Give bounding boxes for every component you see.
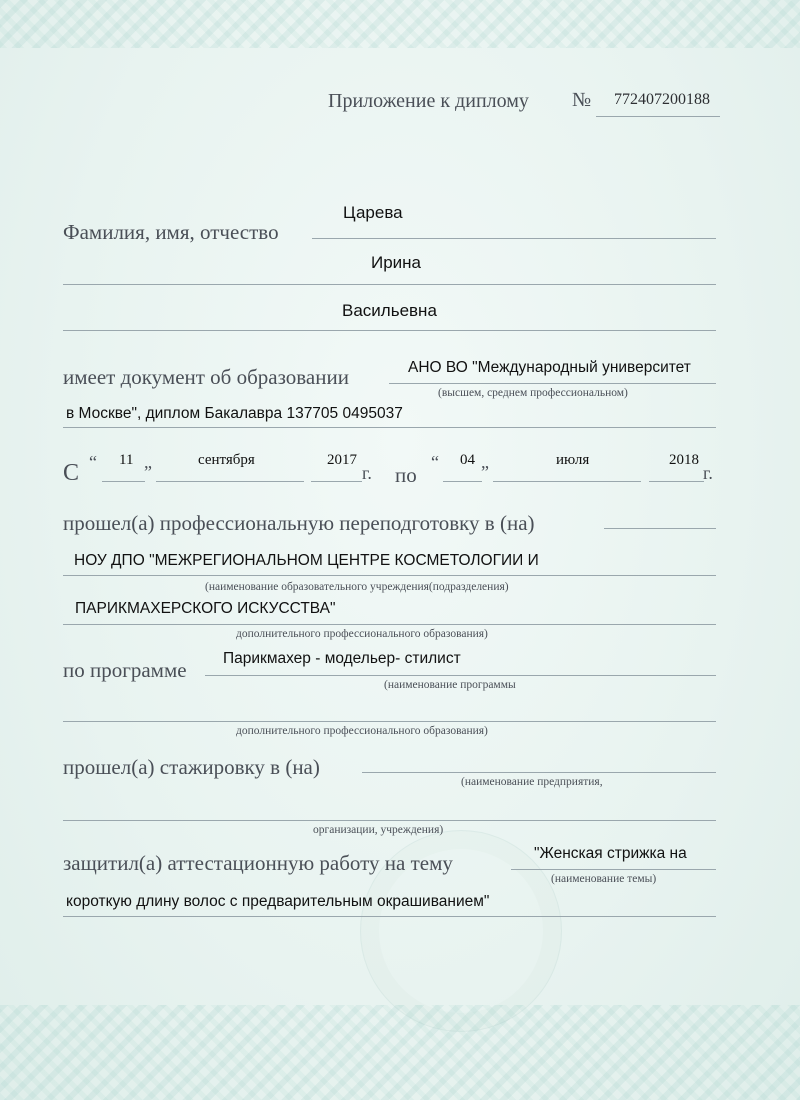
from-year-value: 2017	[327, 452, 357, 468]
period-from-label: С	[63, 460, 80, 486]
to-month-value: июля	[556, 452, 590, 468]
from-day-line	[102, 481, 145, 482]
thesis-line-1	[511, 869, 716, 870]
from-open-quote: “	[89, 452, 97, 472]
internship-line-2	[63, 820, 716, 821]
education-label: имеет документ об образовании	[63, 365, 349, 389]
to-year-suffix: г.	[703, 463, 713, 483]
education-value-1: АНО ВО "Международный университет	[408, 359, 691, 376]
internship-hint-2: организации, учреждения)	[313, 824, 444, 836]
appendix-title: Приложение к диплому	[328, 90, 529, 112]
retraining-line-1	[63, 575, 716, 576]
fio-line-2	[63, 284, 716, 285]
fio-line-1	[312, 238, 716, 239]
thesis-value-2: короткую длину волос с предварительным окрашиванием"	[66, 893, 490, 910]
fio-label: Фамилия, имя, отчество	[63, 220, 279, 244]
guilloche-border-top	[0, 0, 800, 48]
surname-value: Царева	[343, 203, 403, 222]
retraining-value-1: НОУ ДПО "МЕЖРЕГИОНАЛЬНОМ ЦЕНТРЕ КОСМЕТОЛОГИИ И	[74, 552, 539, 569]
retraining-label: прошел(а) профессиональную переподготовку в (на)	[63, 511, 535, 535]
from-month-line	[156, 481, 304, 482]
name-value: Ирина	[371, 253, 422, 272]
from-close-quote: „	[144, 452, 152, 472]
education-line-2	[63, 427, 716, 428]
retraining-line-2	[63, 624, 716, 625]
diploma-number: 772407200188	[614, 91, 710, 108]
guilloche-border-bottom	[0, 1005, 800, 1100]
retraining-hint-2: дополнительного профессионального образования)	[236, 628, 488, 640]
program-value: Парикмахер - модельер- стилист	[223, 650, 461, 667]
to-close-quote: „	[481, 452, 489, 472]
to-year-line	[649, 481, 704, 482]
internship-label: прошел(а) стажировку в (на)	[63, 755, 320, 779]
to-day-line	[443, 481, 482, 482]
program-label: по программе	[63, 658, 187, 682]
to-open-quote: “	[431, 452, 439, 472]
number-line	[596, 116, 720, 117]
patronymic-value: Васильевна	[342, 301, 437, 320]
education-hint: (высшем, среднем профессиональном)	[438, 387, 628, 399]
from-year-suffix: г.	[362, 463, 372, 483]
number-sign: №	[572, 89, 592, 111]
program-line-1	[205, 675, 716, 676]
retraining-hint-1: (наименование образовательного учреждения(подразделения)	[205, 581, 509, 593]
program-hint-1: (наименование программы	[384, 679, 516, 691]
thesis-label: защитил(а) аттестационную работу на тему	[63, 851, 453, 875]
from-month-value: сентября	[198, 452, 255, 468]
education-line-1	[389, 383, 716, 384]
thesis-hint: (наименование темы)	[551, 873, 657, 885]
program-hint-2: дополнительного профессионального образования)	[236, 725, 488, 737]
to-day-value: 04	[460, 452, 475, 468]
fio-line-3	[63, 330, 716, 331]
period-to-label: по	[395, 463, 417, 487]
education-value-2: в Москве", диплом Бакалавра 137705 0495037	[66, 405, 403, 422]
from-year-line	[311, 481, 362, 482]
internship-line-1	[362, 772, 716, 773]
thesis-value-1: "Женская стрижка на	[534, 845, 687, 862]
from-day-value: 11	[119, 452, 134, 468]
program-line-2	[63, 721, 716, 722]
to-year-value: 2018	[669, 452, 699, 468]
internship-hint-1: (наименование предприятия,	[461, 776, 603, 788]
to-month-line	[493, 481, 641, 482]
retraining-value-2: ПАРИКМАХЕРСКОГО ИСКУССТВА"	[75, 600, 336, 617]
retraining-line-0	[604, 528, 716, 529]
thesis-line-2	[63, 916, 716, 917]
